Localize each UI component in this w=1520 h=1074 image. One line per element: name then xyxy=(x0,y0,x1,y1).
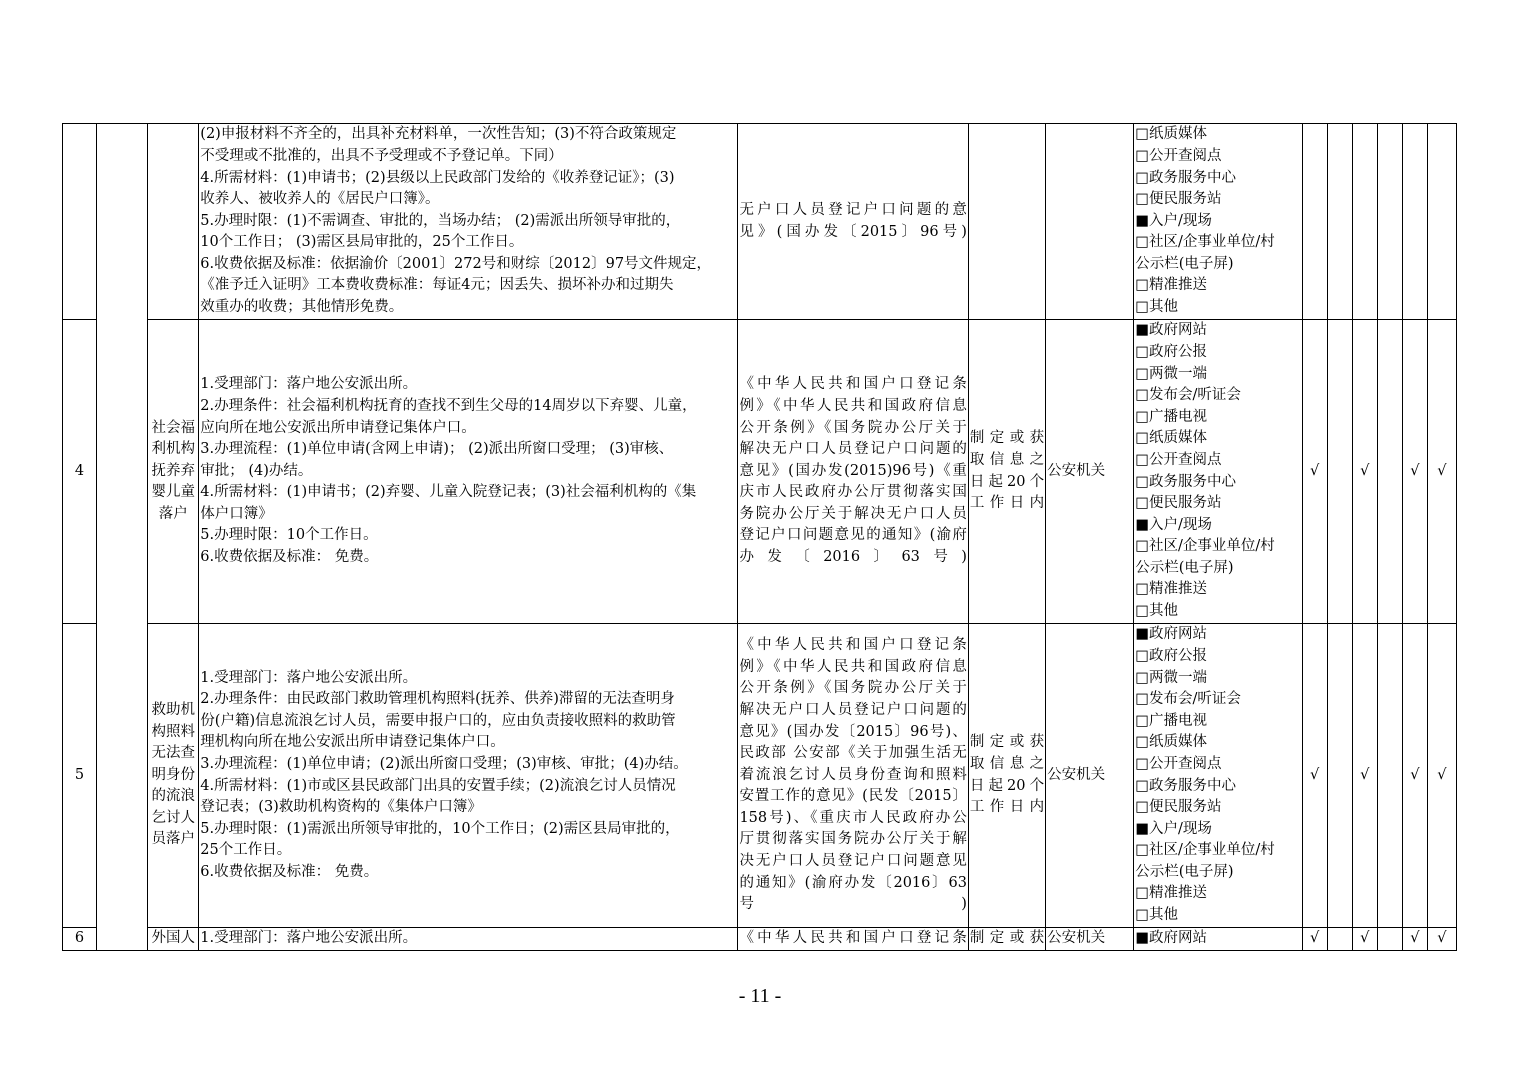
channel-item: □公开查阅点 xyxy=(1135,147,1222,164)
category-cell xyxy=(97,124,148,951)
table-row xyxy=(63,624,1457,928)
basis-cell xyxy=(738,928,968,951)
channel-item: ■入户/现场 xyxy=(1135,212,1212,229)
basis-cell xyxy=(738,124,968,320)
channel-item: ■政府网站 xyxy=(1135,322,1207,339)
content-line: 25个工作日。 xyxy=(200,842,292,859)
channel-item: □精准推送 xyxy=(1135,885,1207,902)
basis-line: 登记户口问题意见的通知》(渝府 xyxy=(739,527,967,544)
channel-item: □其他 xyxy=(1135,907,1178,924)
table-body xyxy=(63,124,1457,951)
disclosure-table xyxy=(62,123,1457,951)
channel-item: 公示栏(电子屏) xyxy=(1135,559,1234,576)
check-cell: √ xyxy=(1302,624,1327,928)
row-number-cell: 4 xyxy=(63,320,97,624)
time-limit-line: 工作日内 xyxy=(969,495,1045,512)
channel-item: □精准推送 xyxy=(1135,581,1207,598)
channel-item: □政府公报 xyxy=(1135,647,1207,664)
check-cell xyxy=(1327,320,1352,624)
content-line: 收养人、被收养人的《居民户口簿》。 xyxy=(200,191,440,208)
check-cell xyxy=(1352,124,1377,320)
table-row xyxy=(63,124,1457,320)
content-line: 体户口簿》 xyxy=(200,505,273,522)
check-cell: √ xyxy=(1427,320,1456,624)
basis-line: 见》(国办发〔2015〕96号) xyxy=(739,223,967,240)
time-limit-line: 取信息之 xyxy=(969,451,1045,468)
content-line: 2.办理条件：社会福利机构抚育的查找不到生父母的14周岁以下弃婴、儿童， xyxy=(200,397,697,414)
content-line: 5.办理时限：10个工作日。 xyxy=(200,527,378,544)
channels-cell xyxy=(1134,624,1302,928)
channel-item: ■入户/现场 xyxy=(1135,820,1212,837)
basis-line: 无户口人员登记户口问题的意 xyxy=(739,201,967,218)
item-name-line: 利机构 xyxy=(151,441,195,458)
item-name-line: 明身份 xyxy=(151,766,195,783)
content-cell xyxy=(199,624,738,928)
item-name-line: 抚养弃 xyxy=(151,462,195,479)
channel-item: □其他 xyxy=(1135,603,1178,620)
channel-item: □便民服务站 xyxy=(1135,799,1222,816)
channel-item: 公示栏(电子屏) xyxy=(1135,863,1234,880)
channel-item: □政务服务中心 xyxy=(1135,777,1236,794)
check-cell: √ xyxy=(1302,928,1327,951)
content-cell xyxy=(199,320,738,624)
item-name-line: 外国人 xyxy=(151,930,195,946)
time-limit-line: 制定或获 xyxy=(969,734,1045,751)
time-limit-line: 工作日内 xyxy=(969,799,1045,816)
channel-item: □发布会/听证会 xyxy=(1135,387,1241,404)
subject-cell xyxy=(1046,124,1134,320)
check-cell xyxy=(1327,624,1352,928)
channels-cell xyxy=(1134,124,1302,320)
basis-line: 公开条例》《国务院办公厅关于 xyxy=(739,419,967,436)
channel-item: □政务服务中心 xyxy=(1135,169,1236,186)
basis-line: 解决无户口人员登记户口问题的 xyxy=(739,701,967,718)
channel-item: □便民服务站 xyxy=(1135,191,1222,208)
channel-item: □政府公报 xyxy=(1135,343,1207,360)
basis-line: 公开条例》《国务院办公厅关于 xyxy=(739,680,967,697)
content-line: 1.受理部门：落户地公安派出所。 xyxy=(200,669,418,686)
item-name-cell xyxy=(148,624,199,928)
basis-line: 庆市人民政府办公厅贯彻落实国 xyxy=(739,484,967,501)
basis-line: 民政部 公安部《关于加强生活无 xyxy=(739,745,967,762)
content-line: 6.收费依据及标准： 免费。 xyxy=(200,863,379,880)
basis-line: 158号)、《重庆市人民政府办公 xyxy=(739,809,967,826)
item-name-line: 落户 xyxy=(158,505,188,522)
content-line: 4.所需材料：(1)申请书；(2)县级以上民政部门发给的《收养登记证》；(3) xyxy=(200,169,675,186)
basis-line: 的通知》(渝府办发〔2016〕63 xyxy=(739,874,967,891)
check-cell: √ xyxy=(1427,624,1456,928)
content-line: 4.所需材料：(1)申请书；(2)弃婴、儿童入院登记表；(3)社会福利机构的《集 xyxy=(200,484,697,501)
basis-line: 办发〔2016〕63号) xyxy=(739,549,967,566)
content-line: 效重办的收费；其他情形免费。 xyxy=(200,299,404,316)
basis-line: 《中华人民共和国户口登记条 xyxy=(739,637,967,654)
channels-cell xyxy=(1134,928,1302,951)
channel-item: □纸质媒体 xyxy=(1135,734,1207,751)
channels-cell xyxy=(1134,320,1302,624)
check-cell xyxy=(1402,124,1427,320)
item-name-cell xyxy=(148,928,199,951)
row-number-cell: 6 xyxy=(63,928,97,951)
basis-line: 决无户口人员登记户口问题意见 xyxy=(739,853,967,870)
item-name-line: 救助机 xyxy=(151,701,195,718)
check-cell xyxy=(1327,124,1352,320)
time-limit-line: 日起20个 xyxy=(969,777,1045,794)
content-cell xyxy=(199,928,738,951)
basis-line: 《中华人民共和国户口登记条 xyxy=(739,930,967,946)
channel-item: □两微一端 xyxy=(1135,365,1207,382)
subject-cell: 公安机关 xyxy=(1046,928,1134,951)
row-number-cell: 5 xyxy=(63,624,97,928)
content-line: 5.办理时限：(1)需派出所领导审批的，10个工作日；(2)需区县局审批的， xyxy=(200,820,680,837)
item-name-cell xyxy=(148,320,199,624)
check-cell: √ xyxy=(1302,320,1327,624)
content-line: 3.办理流程：(1)单位申请(含网上申请)； (2)派出所窗口受理； (3)审核、 xyxy=(200,441,674,458)
channel-item: □公开查阅点 xyxy=(1135,755,1222,772)
channel-item: □广播电视 xyxy=(1135,712,1207,729)
row-number-cell xyxy=(63,124,97,320)
basis-line: 意见》(国办发(2015)96号)《重 xyxy=(739,462,967,479)
time-limit-cell xyxy=(968,124,1045,320)
content-line: 应向所在地公安派出所申请登记集体户口。 xyxy=(200,419,476,436)
check-cell: √ xyxy=(1352,624,1377,928)
basis-line: 务院办公厅关于解决无户口人员 xyxy=(739,505,967,522)
content-line: 3.办理流程：(1)单位申请；(2)派出所窗口受理；(3)审核、审批；(4)办结。 xyxy=(200,755,688,772)
basis-cell xyxy=(738,320,968,624)
content-line: (2)申报材料不齐全的，出具补充材料单，一次性告知；(3)不符合政策规定 xyxy=(200,126,677,143)
channel-item: □便民服务站 xyxy=(1135,495,1222,512)
item-name-line: 社会福 xyxy=(151,419,195,436)
channel-item: □公开查阅点 xyxy=(1135,451,1222,468)
content-line: 登记表；(3)救助机构资构的《集体户口簿》 xyxy=(200,799,482,816)
basis-line: 解决无户口人员登记户口问题的 xyxy=(739,441,967,458)
subject-cell: 公安机关 xyxy=(1046,624,1134,928)
channel-item: □社区/企事业单位/村 xyxy=(1135,538,1275,555)
time-limit-line: 日起20个 xyxy=(969,473,1045,490)
content-line: 理机构向所在地公安派出所申请登记集体户口。 xyxy=(200,734,505,751)
channel-item: □广播电视 xyxy=(1135,408,1207,425)
item-name-line: 乞讨人 xyxy=(151,809,195,826)
check-cell: √ xyxy=(1402,624,1427,928)
channel-item: □两微一端 xyxy=(1135,669,1207,686)
time-limit-cell xyxy=(968,928,1045,951)
table-row xyxy=(63,928,1457,951)
time-limit-cell xyxy=(968,624,1045,928)
basis-cell xyxy=(738,624,968,928)
time-limit-line: 制定或获 xyxy=(969,430,1045,447)
channel-item: ■入户/现场 xyxy=(1135,516,1212,533)
basis-line: 例》《中华人民共和国政府信息 xyxy=(739,658,967,675)
basis-line: 《中华人民共和国户口登记条 xyxy=(739,376,967,393)
item-name-line: 构照料 xyxy=(151,723,195,740)
channel-item: ■政府网站 xyxy=(1135,930,1207,946)
table-row xyxy=(63,320,1457,624)
check-cell xyxy=(1302,124,1327,320)
content-line: 6.收费依据及标准：依据渝价〔2001〕272号和财综〔2012〕97号文件规定， xyxy=(200,255,712,272)
content-line: 6.收费依据及标准： 免费。 xyxy=(200,549,379,566)
check-cell xyxy=(1377,320,1402,624)
content-cell xyxy=(199,124,738,320)
check-cell xyxy=(1327,928,1352,951)
check-cell: √ xyxy=(1402,320,1427,624)
basis-line: 着流浪乞讨人员身份查询和照料 xyxy=(739,766,967,783)
check-cell: √ xyxy=(1352,928,1377,951)
time-limit-cell xyxy=(968,320,1045,624)
item-name-line: 的流浪 xyxy=(151,788,195,805)
item-name-line: 无法查 xyxy=(151,745,195,762)
basis-line: 例》《中华人民共和国政府信息 xyxy=(739,397,967,414)
basis-line: 厅贯彻落实国务院办公厅关于解 xyxy=(739,831,967,848)
content-line: 10个工作日； (3)需区县局审批的，25个工作日。 xyxy=(200,234,524,251)
content-line: 4.所需材料：(1)市或区县民政部门出具的安置手续；(2)流浪乞讨人员情况 xyxy=(200,777,676,794)
channel-item: □纸质媒体 xyxy=(1135,430,1207,447)
content-line: 份(户籍)信息流浪乞讨人员，需要申报户口的，应由负责接收照料的救助管 xyxy=(200,712,676,729)
channel-item: □其他 xyxy=(1135,299,1178,316)
content-line: 5.办理时限：(1)不需调查、审批的，当场办结； (2)需派出所领导审批的， xyxy=(200,212,681,229)
check-cell xyxy=(1377,124,1402,320)
item-name-line: 员落户 xyxy=(151,831,195,848)
time-limit-line: 取信息之 xyxy=(969,755,1045,772)
channel-item: □社区/企事业单位/村 xyxy=(1135,842,1275,859)
content-line: 不受理或不批准的，出具不予受理或不予登记单。下同） xyxy=(200,147,563,164)
check-cell xyxy=(1377,624,1402,928)
basis-line: 意见》(国办发〔2015〕96号)、 xyxy=(739,723,967,740)
channel-item: □政务服务中心 xyxy=(1135,473,1236,490)
channel-item: ■政府网站 xyxy=(1135,626,1207,643)
check-cell xyxy=(1377,928,1402,951)
basis-line: 安置工作的意见》(民发〔2015〕 xyxy=(739,788,967,805)
time-limit-line: 制定或获 xyxy=(969,930,1045,946)
subject-cell: 公安机关 xyxy=(1046,320,1134,624)
channel-item: 公示栏(电子屏) xyxy=(1135,255,1234,272)
check-cell: √ xyxy=(1352,320,1377,624)
content-line: 《准予迁入证明》工本费收费标准：每证4元；因丢失、损坏补办和过期失 xyxy=(200,277,674,294)
item-name-line: 婴儿童 xyxy=(151,484,195,501)
channel-item: □纸质媒体 xyxy=(1135,126,1207,143)
content-line: 1.受理部门：落户地公安派出所。 xyxy=(200,930,418,946)
check-cell xyxy=(1427,124,1456,320)
channel-item: □精准推送 xyxy=(1135,277,1207,294)
content-line: 审批； (4)办结。 xyxy=(200,462,313,479)
content-line: 1.受理部门：落户地公安派出所。 xyxy=(200,376,418,393)
content-line: 2.办理条件：由民政部门救助管理机构照料(抚养、供养)滞留的无法查明身 xyxy=(200,691,675,708)
page-number: - 11 - xyxy=(738,985,782,1007)
check-cell: √ xyxy=(1427,928,1456,951)
channel-item: □社区/企事业单位/村 xyxy=(1135,234,1275,251)
item-name-cell xyxy=(148,124,199,320)
basis-line: 号) xyxy=(739,896,967,913)
channel-item: □发布会/听证会 xyxy=(1135,691,1241,708)
check-cell: √ xyxy=(1402,928,1427,951)
